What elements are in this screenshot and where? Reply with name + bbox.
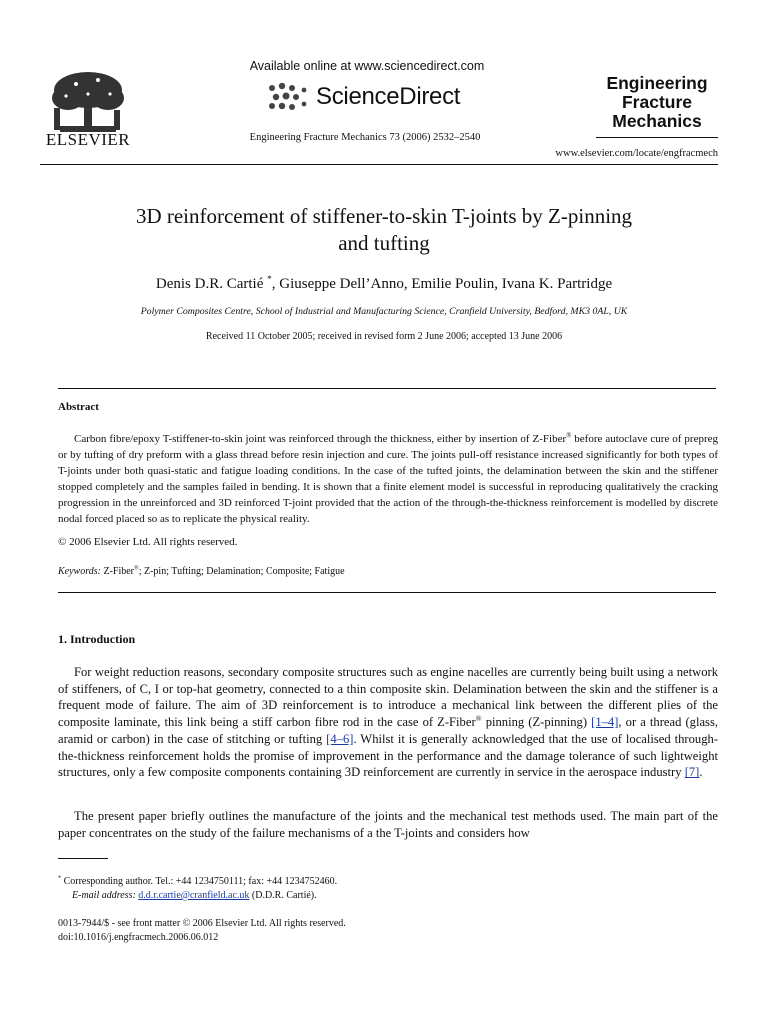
footnote-mark: *: [58, 874, 62, 882]
citation-link[interactable]: [7]: [684, 765, 700, 780]
footnote-divider: [58, 858, 108, 859]
keywords-text: Z-Fiber: [100, 566, 135, 577]
abstract-text-part: Carbon fibre/epoxy T-stiffener-to-skin joint was reinforced through the thickness, either by insertion of Z-Fiber: [74, 433, 567, 445]
corresponding-mark-link[interactable]: *: [267, 275, 272, 285]
author-name: Denis D.R. Cartié: [155, 276, 264, 292]
paragraph-text: For weight reduction reasons, secondary composite structures such as engine nacelles are currently being built using a network of stiffeners, of C, I or top-hat geometry, connected to a thin composite skin. Delamination between the skin and the stiffener is a frequent mode of failure. The aim of 3D reinforcement is to introduce a mechanical link between the different plies of the composite laminate, this link being a stiff carbon fibre rod in the case of Z-Fiber: [58, 665, 718, 730]
keywords-label: Keywords:: [58, 566, 101, 577]
abstract-bottom-divider: [58, 592, 716, 593]
article-title: [40, 203, 728, 257]
abstract-text-part: before autoclave cure of prepreg or by tufting of dry preform with a glass thread before resin injection and cure. The joints pull-off resistance increased significantly for both types of T-joints under both quasi-static and fatigue loading conditions. In the case of the tufted joints, the delamination between the skin and the stiffener stopped completely and the samples failed in bending. It is shown that a finite element model is successful in reproducing qualitatively the cracking progression in the unreinforced and 3D reinforced T-joint provided that the action of the through-the-thickness reinforcement is modelled by discrete nodal forced placed so as to replicate the physical reality.: [58, 433, 718, 525]
keywords: [58, 566, 345, 577]
journal-url-link[interactable]: www.elsevier.com/locate/engfracmech: [555, 148, 718, 159]
section-heading: 1. Introduction: [58, 632, 136, 646]
keywords-text: ; Z-pin; Tufting; Delamination; Composite; Fatigue: [138, 566, 345, 577]
issn-line: 0013-7944/$ - see front matter © 2006 Elsevier Ltd. All rights reserved.: [58, 918, 346, 929]
intro-paragraph-2: The present paper briefly outlines the manufacture of the joints and the mechanical test methods used. The main part of the paper concentrates on the study of the failure mechanisms of a the T-joints and considers how: [58, 809, 718, 840]
journal-logo-line: Mechanics: [612, 111, 702, 131]
logo-underline: [596, 137, 718, 138]
affiliation: Polymer Composites Centre, School of Industrial and Manufacturing Science, Cranfield University, Bedford, MK3 0AL, UK: [140, 306, 628, 317]
publisher-name: ELSEVIER: [45, 130, 131, 149]
footnote-text: Corresponding author. Tel.: +44 1234750111; fax: +44 1234752460.: [61, 876, 338, 887]
registered-mark: ®: [566, 432, 572, 440]
received-dates: Received 11 October 2005; received in revised form 2 June 2006; accepted 13 June 2006: [205, 331, 563, 342]
registered-mark: ®: [134, 564, 139, 572]
journal-logo-line: Fracture: [621, 92, 693, 112]
paragraph-text: . Whilst it is generally acknowledged that the use of localised through-the-thickness reinforcement holds the promise of improvement in the performance and the damage tolerance of such lightweight structures, only a few composite components containing 3D reinforcement are currently in service in the aerospace industry: [58, 731, 718, 780]
journal-logo-line: Engineering: [606, 73, 708, 93]
paragraph-text: .: [699, 765, 703, 780]
paragraph-text: pinning (Z-pinning): [481, 715, 592, 730]
journal-reference: Engineering Fracture Mechanics 73 (2006) 2532–2540: [249, 132, 481, 143]
abstract-copyright: © 2006 Elsevier Ltd. All rights reserved.: [58, 536, 238, 548]
abstract-heading: Abstract: [58, 401, 99, 413]
abstract-text: [58, 431, 718, 527]
journal-logo: [596, 74, 718, 131]
email-note: [72, 890, 317, 901]
author-list: [40, 276, 728, 293]
paragraph-text: , or a thread (glass, aramid or carbon) in the case of stitching or tufting: [58, 715, 719, 746]
available-online-text[interactable]: Available online at www.sciencedirect.com: [249, 59, 485, 73]
sciencedirect-wordmark: ScienceDirect: [316, 83, 461, 110]
intro-paragraph-1: [58, 664, 718, 781]
author-names-rest: , Giuseppe Dell’Anno, Emilie Poulin, Ivana K. Partridge: [271, 276, 613, 292]
email-label: E-mail address:: [72, 890, 136, 901]
abstract-top-divider: [58, 388, 716, 389]
email-link[interactable]: d.d.r.cartie@cranfield.ac.uk: [138, 890, 250, 901]
article-title-line: 3D reinforcement of stiffener-to-skin T-joints by Z-pinning: [135, 204, 633, 228]
corresponding-author-note: [58, 876, 337, 887]
citation-link[interactable]: [4–6]: [326, 731, 354, 746]
citation-link[interactable]: [1–4]: [591, 715, 619, 730]
article-title-line: and tufting: [338, 231, 430, 255]
footnote-text: (D.D.R. Cartié).: [249, 890, 317, 901]
doi-line: doi:10.1016/j.engfracmech.2006.06.012: [58, 932, 219, 943]
registered-mark: ®: [475, 713, 482, 723]
header-divider: [40, 164, 718, 165]
